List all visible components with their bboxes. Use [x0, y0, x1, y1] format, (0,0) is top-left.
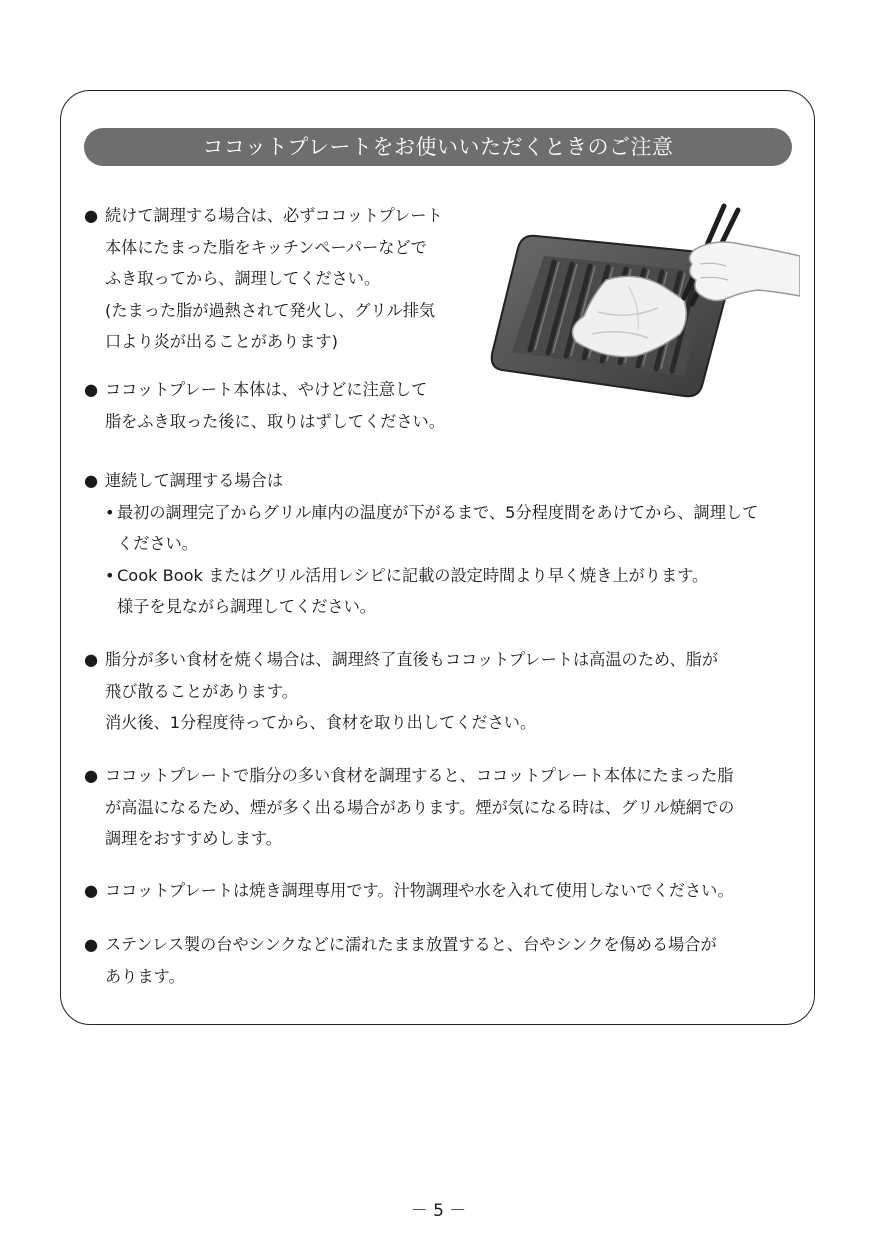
note-2: ● ココットプレート本体は、やけどに注意して 脂をふき取った後に、取りはずしてください。 — [84, 374, 445, 437]
grill-plate-illustration — [488, 200, 800, 400]
note-3-subitem-1: • 最初の調理完了からグリル庫内の温度が下がるまで、5分程度間をあけてから、調理して ください。 — [84, 497, 758, 560]
section-title: ココットプレートをお使いいただくときのご注意 — [84, 128, 792, 166]
bullet-icon: ● — [84, 650, 99, 669]
bullet-icon: ● — [84, 881, 99, 900]
note-6: ● ココットプレートは焼き調理専用です。汁物調理や水を入れて使用しないでください。 — [84, 875, 734, 907]
bullet-icon: ● — [84, 471, 99, 490]
note-1: ● 続けて調理する場合は、必ずココットプレート 本体にたまった脂をキッチンペーパーなどで ふき取ってから、調理してください。 (たまった脂が過熱されて発火し、グリル排気 口より炎が出ることがあります) — [84, 200, 443, 358]
bullet-icon: ● — [84, 206, 99, 225]
sub-bullet-icon: • — [105, 502, 115, 522]
bullet-icon: ● — [84, 766, 99, 785]
note-5: ● ココットプレートで脂分の多い食材を調理すると、ココットプレート本体にたまった脂 が高温になるため、煙が多く出る場合があります。煙が気になる時は、グリル焼網での 調理をおすすめします。 — [84, 760, 734, 855]
note-4: ● 脂分が多い食材を焼く場合は、調理終了直後もココットプレートは高温のため、脂が 飛び散ることがあります。 消火後、1分程度待ってから、食材を取り出してください。 — [84, 644, 718, 739]
bullet-icon: ● — [84, 380, 99, 399]
note-3-subitem-2: • Cook Book またはグリル活用レシピに記載の設定時間より早く焼き上がります。 様子を見ながら調理してください。 — [84, 560, 758, 623]
page-number: － 5 － — [410, 1201, 467, 1221]
note-3: ● 連続して調理する場合は • 最初の調理完了からグリル庫内の温度が下がるまで、5分程度間をあけてから、調理して ください。 • Cook Book またはグリル活用レシピに記載の設定時間より早く焼き上がります。 様子を見ながら調理してください。 — [84, 465, 758, 623]
bullet-icon: ● — [84, 935, 99, 954]
note-7: ● ステンレス製の台やシンクなどに濡れたまま放置すると、台やシンクを傷める場合が あります。 — [84, 929, 717, 992]
sub-bullet-icon: • — [105, 565, 115, 585]
